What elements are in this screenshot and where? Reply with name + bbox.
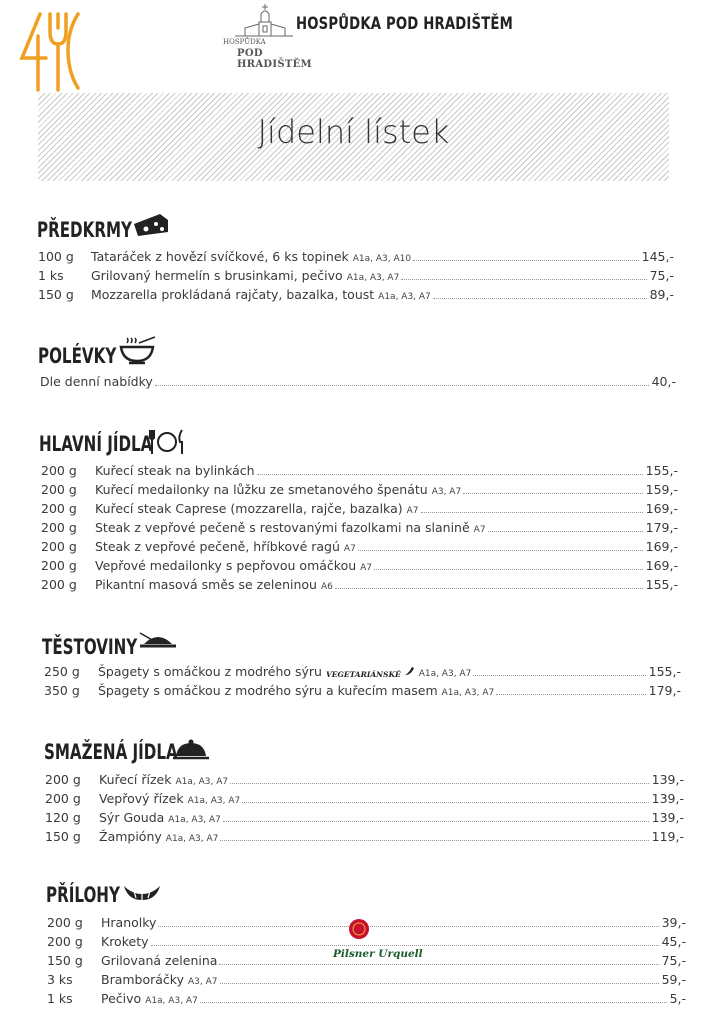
section-title: POLÉVKY	[38, 344, 117, 368]
menu-item: 1 ks Pečivo A1a, A3, A7 5,-	[47, 991, 686, 1006]
menu-item: 200 g Kuřecí steak na bylinkách 155,-	[41, 463, 678, 478]
logo-line1: HOSPŮDKA	[223, 38, 266, 46]
plate-cutlery-icon	[148, 428, 186, 456]
cloche-icon	[172, 738, 210, 762]
soup-bowl-icon	[117, 337, 157, 367]
menu-item: 200 g Kuřecí medailonky na lůžku ze smetanového špenátu A3, A7 159,-	[41, 482, 678, 497]
section-title: PŘÍLOHY	[46, 883, 120, 907]
menu-item: 200 g Vepřový řízek A1a, A3, A7 139,-	[45, 791, 684, 806]
vegetarian-label: VEGETARIÁNSKÉ	[325, 670, 401, 679]
menu-item: 200 g Vepřové medailonky s pepřovou omáčkou A7 169,-	[41, 558, 678, 573]
menu-item: 1 ks Grilovaný hermelín s brusinkami, pečivo A1a, A3, A7 75,-	[38, 268, 674, 283]
menu-item: 150 g Žampióny A1a, A3, A7 119,-	[45, 829, 684, 844]
cheese-icon	[132, 212, 170, 238]
menu-item: 200 g Kuřecí řízek A1a, A3, A7 139,-	[45, 772, 684, 787]
section-title: SMAŽENÁ JÍDLA	[44, 740, 178, 764]
restaurant-logo	[215, 2, 312, 70]
fork-spoon-logo-icon	[16, 10, 88, 94]
menu-item: 200 g Steak z vepřové pečeně, hříbkové ragú A7 169,-	[41, 539, 678, 554]
menu-item: 3 ks Bramboráčky A3, A7 59,-	[47, 972, 686, 987]
section-title: HLAVNÍ JÍDLA	[39, 432, 153, 456]
pasta-plate-icon	[138, 632, 178, 654]
menu-item: 150 g Mozzarella prokládaná rajčaty, bazalka, toust A1a, A3, A7 89,-	[38, 287, 674, 302]
page-title: Jídelní lístek	[257, 113, 450, 151]
pilsner-urquell-logo	[331, 917, 423, 965]
church-icon	[215, 2, 295, 42]
section-title: TĚSTOVINY	[42, 635, 138, 659]
menu-item: 250 g Špagety s omáčkou z modrého sýru VEGETARIÁNSKÉ A1a, A3, A7 155,-	[44, 664, 681, 679]
restaurant-name: HOSPŮDKA POD HRADIŠTĚM	[296, 14, 513, 34]
croissant-icon	[122, 882, 162, 904]
logo-line2: POD HRADIŠTĚM	[237, 48, 312, 70]
menu-item: 100 g Tataráček z hovězí svíčkové, 6 ks topinek A1a, A3, A10 145,-	[38, 249, 674, 264]
menu-item: Dle denní nabídky 40,-	[40, 374, 676, 389]
menu-item: 200 g Steak z vepřové pečeně s restovanými fazolkami na slanině A7 179,-	[41, 520, 678, 535]
menu-item: 200 g Kuřecí steak Caprese (mozzarella, rajče, bazalka) A7 169,-	[41, 501, 678, 516]
section-title: PŘEDKRMY	[37, 218, 132, 242]
pepper-icon	[403, 665, 415, 677]
title-banner	[38, 93, 669, 181]
menu-item: 150 g Grilovaná zelenina 75,-	[47, 953, 686, 968]
menu-item: 350 g Špagety s omáčkou z modrého sýru a kuřecím masem A1a, A3, A7 179,-	[44, 683, 681, 698]
sponsor-brand: Pilsner Urquell	[333, 948, 423, 960]
menu-item: 200 g Pikantní masová směs se zeleninou A6 155,-	[41, 577, 678, 592]
menu-item: 120 g Sýr Gouda A1a, A3, A7 139,-	[45, 810, 684, 825]
menu-item: 200 g Hranolky 39,-	[47, 915, 686, 930]
menu-item: 200 g Krokety 45,-	[47, 934, 686, 949]
